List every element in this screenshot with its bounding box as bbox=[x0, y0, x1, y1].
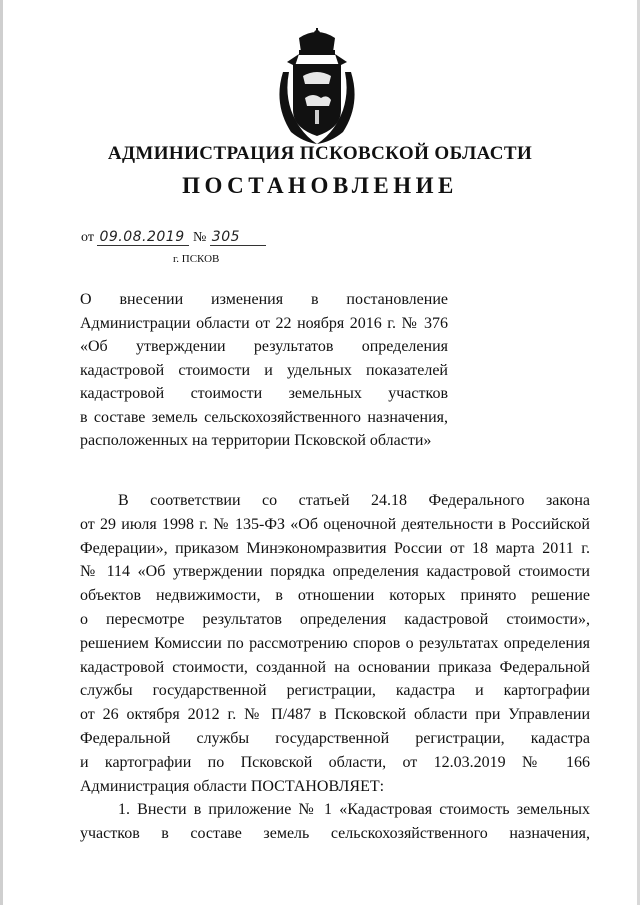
title-line: расположенных на территории Псковской области» bbox=[80, 432, 432, 449]
coat-of-arms-icon bbox=[269, 28, 365, 146]
body-line: Федеральной службы государственной регистрации, кадастра bbox=[80, 729, 590, 747]
scan-edge-left bbox=[0, 0, 3, 905]
body-line: решением Комиссии по рассмотрению споров о результатах определения bbox=[80, 634, 590, 652]
body-line: № 114 «Об утверждении порядка определения кадастровой стоимости bbox=[80, 563, 590, 581]
date-number-line bbox=[81, 230, 266, 246]
title-line: Администрации области от 22 ноября 2016 г. № 376 bbox=[80, 314, 448, 332]
resolution-body bbox=[80, 489, 590, 846]
body-line: Администрация области ПОСТАНОВЛЯЕТ: bbox=[80, 777, 385, 795]
body-line: кадастровой стоимости, созданной на основании приказа Федеральной bbox=[80, 658, 590, 676]
date-prefix: от bbox=[81, 230, 94, 245]
handwritten-date: 09.08.2019 bbox=[97, 230, 189, 246]
body-line: Федерации», приказом Минэкономразвития России от 18 марта 2011 г. bbox=[80, 539, 590, 557]
document-type: ПОСТАНОВЛЕНИЕ bbox=[182, 173, 458, 198]
title-line: О внесении изменения в постановление bbox=[80, 291, 448, 308]
body-line: и картографии по Псковской области, от 12.03.2019 № 166 bbox=[80, 753, 590, 771]
body-line: объектов недвижимости, в отношении которых принято решение bbox=[80, 587, 590, 605]
body-line: от 29 июля 1998 г. № 135-ФЗ «Об оценочной деятельности в Российской bbox=[80, 515, 590, 533]
body-line: участков в составе земель сельскохозяйственного назначения, bbox=[80, 825, 590, 843]
resolution-title bbox=[80, 288, 448, 453]
handwritten-number: 305 bbox=[210, 230, 266, 246]
number-label: № bbox=[192, 230, 207, 245]
title-line: «Об утверждении результатов определения bbox=[80, 338, 448, 355]
body-line: В соответствии со статьей 24.18 Федерального закона bbox=[118, 492, 590, 509]
title-line: кадастровой стоимости земельных участков bbox=[80, 385, 448, 402]
organization-name: АДМИНИСТРАЦИЯ ПСКОВСКОЙ ОБЛАСТИ bbox=[107, 143, 533, 164]
title-line: кадастровой стоимости и удельных показателей bbox=[80, 361, 448, 379]
body-line: службы государственной регистрации, кадастра и картографии bbox=[80, 682, 590, 700]
title-line: в составе земель сельскохозяйственного назначения, bbox=[80, 408, 448, 426]
body-line: 1. Внести в приложение № 1 «Кадастровая стоимость земельных bbox=[118, 801, 590, 819]
body-line: о пересмотре результатов определения кадастровой стоимости», bbox=[80, 610, 590, 628]
body-line: от 26 октября 2012 г. № П/487 в Псковской области при Управлении bbox=[80, 706, 590, 724]
city-label: г. ПСКОВ bbox=[173, 253, 220, 265]
